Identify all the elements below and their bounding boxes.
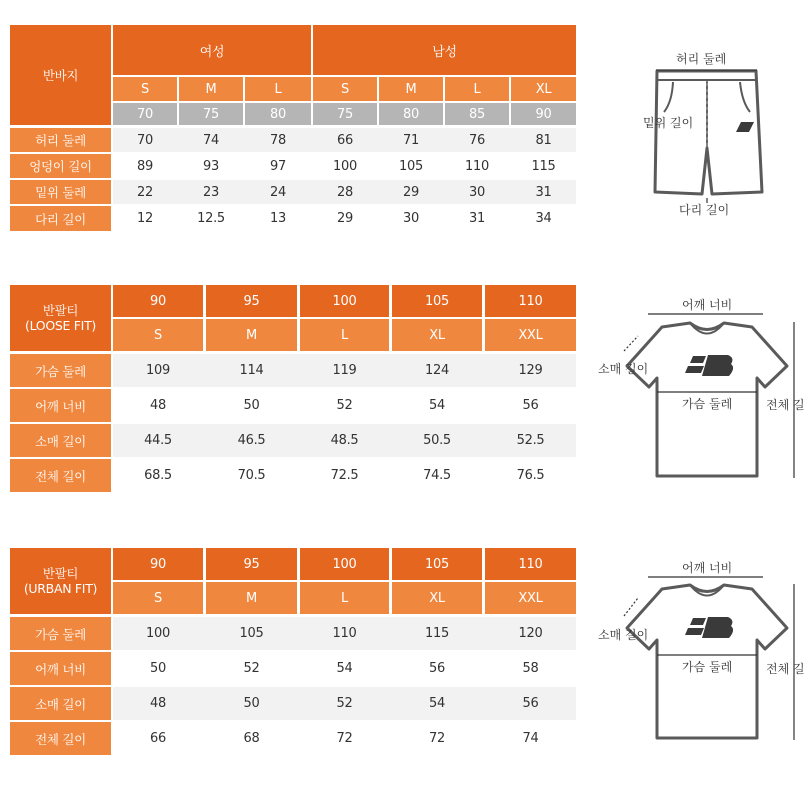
size-label: XXL bbox=[485, 582, 576, 614]
waist-code: 90 bbox=[511, 103, 576, 125]
women-group-header: 여성 bbox=[113, 25, 311, 75]
size-label: S bbox=[313, 77, 377, 101]
table-cell: 54 bbox=[336, 661, 353, 676]
table-cell: 12.5 bbox=[197, 211, 225, 226]
diagram-label-shoulder: 어깨 너비 bbox=[682, 561, 733, 575]
table-cell: 50.5 bbox=[423, 433, 451, 448]
row-label-shoulder: 어깨 너비 bbox=[10, 389, 111, 422]
table-cell: 100 bbox=[146, 626, 170, 641]
table-cell: 66 bbox=[150, 731, 166, 746]
waist-code: 75 bbox=[313, 103, 377, 125]
table-cell: 110 bbox=[332, 626, 357, 641]
table-cell: 93 bbox=[203, 158, 219, 174]
diagram-label-waist: 허리 둘레 bbox=[676, 52, 727, 66]
size-label: M bbox=[379, 77, 443, 101]
size-label: M bbox=[206, 319, 297, 351]
diagram-label-leg: 다리 길이 bbox=[679, 203, 730, 217]
size-label: S bbox=[113, 319, 203, 351]
table-cell: 29 bbox=[403, 184, 419, 200]
table-cell: 31 bbox=[469, 211, 485, 226]
table-cell: 100 bbox=[333, 158, 357, 174]
row-label-leg: 다리 길이 bbox=[10, 206, 111, 231]
table-cell: 23 bbox=[203, 184, 219, 200]
size-label: L bbox=[300, 582, 389, 614]
table-cell: 74.5 bbox=[423, 468, 451, 483]
row-label-chest: 가슴 둘레 bbox=[10, 354, 111, 387]
size-code: 110 bbox=[485, 285, 576, 317]
row-label-hip: 엉덩이 길이 bbox=[10, 154, 111, 178]
table-cell: 52.5 bbox=[516, 433, 545, 448]
table-cell: 48.5 bbox=[330, 433, 359, 448]
table-cell: 89 bbox=[137, 158, 153, 174]
table-cell: 105 bbox=[239, 626, 264, 641]
table-cell: 31 bbox=[535, 184, 552, 200]
brand-logo bbox=[685, 617, 733, 638]
row-label-length: 전체 길이 bbox=[10, 459, 111, 492]
diagram-label-chest: 가슴 둘레 bbox=[682, 660, 733, 674]
size-label: XL bbox=[511, 77, 576, 101]
table-cell: 29 bbox=[337, 211, 353, 226]
size-code: 90 bbox=[113, 285, 203, 317]
table-cell: 70.5 bbox=[237, 468, 266, 483]
diagram-label-sleeve: 소매 길이 bbox=[598, 628, 649, 642]
table-cell: 46.5 bbox=[237, 433, 266, 448]
table-cell: 30 bbox=[469, 184, 485, 200]
table-cell: 124 bbox=[425, 363, 449, 378]
size-label: S bbox=[113, 77, 177, 101]
table-cell: 115 bbox=[425, 626, 449, 641]
table-cell: 74 bbox=[203, 132, 219, 148]
size-code: 90 bbox=[113, 548, 203, 580]
size-label: XXL bbox=[485, 319, 576, 351]
diagram-label-chest: 가슴 둘레 bbox=[682, 397, 733, 411]
size-label: L bbox=[300, 319, 389, 351]
table-cell: 50 bbox=[243, 398, 260, 413]
size-label: M bbox=[206, 582, 297, 614]
table-cell: 50 bbox=[150, 661, 166, 676]
shorts-table-title: 반바지 bbox=[10, 25, 111, 125]
table-cell: 24 bbox=[270, 184, 286, 200]
table-cell: 119 bbox=[332, 363, 357, 378]
table-cell: 97 bbox=[270, 158, 286, 174]
waist-code: 85 bbox=[445, 103, 509, 125]
table-cell: 48 bbox=[150, 696, 166, 711]
urban-table-title: 반팔티 (URBAN FIT) bbox=[10, 548, 111, 614]
size-code: 100 bbox=[300, 548, 389, 580]
table-cell: 109 bbox=[146, 363, 170, 378]
table-cell: 120 bbox=[518, 626, 543, 641]
table-cell: 68 bbox=[243, 731, 260, 746]
table-cell: 56 bbox=[522, 398, 539, 413]
table-cell: 76.5 bbox=[516, 468, 545, 483]
table-cell: 52 bbox=[336, 398, 353, 413]
table-cell: 71 bbox=[403, 132, 419, 148]
table-cell: 58 bbox=[522, 661, 539, 676]
table-cell: 66 bbox=[337, 132, 353, 148]
row-label-chest: 가슴 둘레 bbox=[10, 617, 111, 650]
waist-code: 75 bbox=[179, 103, 243, 125]
table-cell: 56 bbox=[429, 661, 445, 676]
diagram-label-rise: 밑위 길이 bbox=[643, 116, 694, 130]
table-cell: 70 bbox=[137, 132, 153, 148]
table-cell: 76 bbox=[469, 132, 485, 148]
diagram-label-shoulder: 어깨 너비 bbox=[682, 298, 733, 312]
waist-code: 80 bbox=[245, 103, 311, 125]
table-cell: 52 bbox=[243, 661, 260, 676]
diagram-label-total: 전체 길 bbox=[766, 398, 805, 412]
row-label-waist: 허리 둘레 bbox=[10, 128, 111, 152]
size-label: XL bbox=[392, 582, 482, 614]
diagram-label-total: 전체 길 bbox=[766, 662, 805, 676]
table-cell: 44.5 bbox=[144, 433, 172, 448]
waist-code: 80 bbox=[379, 103, 443, 125]
table-cell: 50 bbox=[243, 696, 260, 711]
waist-code: 70 bbox=[113, 103, 177, 125]
table-cell: 22 bbox=[137, 184, 153, 200]
size-code: 95 bbox=[206, 285, 297, 317]
row-label-rise: 밑위 둘레 bbox=[10, 180, 111, 204]
size-code: 100 bbox=[300, 285, 389, 317]
size-label: S bbox=[113, 582, 203, 614]
table-cell: 129 bbox=[518, 363, 543, 378]
table-cell: 110 bbox=[465, 158, 489, 174]
table-cell: 114 bbox=[239, 363, 264, 378]
size-code: 110 bbox=[485, 548, 576, 580]
table-cell: 78 bbox=[270, 132, 286, 148]
loose-table-title: 반팔티 (LOOSE FIT) bbox=[10, 285, 111, 351]
size-label: M bbox=[179, 77, 243, 101]
table-cell: 34 bbox=[535, 211, 552, 226]
row-label-shoulder: 어깨 너비 bbox=[10, 652, 111, 685]
table-cell: 105 bbox=[399, 158, 423, 174]
size-code: 95 bbox=[206, 548, 297, 580]
table-cell: 12 bbox=[137, 211, 153, 226]
table-cell: 54 bbox=[429, 696, 445, 711]
size-code: 105 bbox=[392, 548, 482, 580]
row-label-sleeve: 소매 길이 bbox=[10, 424, 111, 457]
table-cell: 115 bbox=[531, 158, 556, 174]
table-cell: 48 bbox=[150, 398, 166, 413]
table-cell: 68.5 bbox=[144, 468, 172, 483]
size-label: L bbox=[245, 77, 311, 101]
size-code: 105 bbox=[392, 285, 482, 317]
men-group-header: 남성 bbox=[313, 25, 576, 75]
table-cell: 81 bbox=[535, 132, 552, 148]
size-label: L bbox=[445, 77, 509, 101]
table-cell: 72 bbox=[336, 731, 353, 746]
table-cell: 13 bbox=[270, 211, 286, 226]
row-label-sleeve: 소매 길이 bbox=[10, 687, 111, 720]
size-label: XL bbox=[392, 319, 482, 351]
table-cell: 72 bbox=[429, 731, 445, 746]
table-cell: 72.5 bbox=[330, 468, 359, 483]
table-cell: 30 bbox=[403, 211, 419, 226]
table-cell: 52 bbox=[336, 696, 353, 711]
row-label-length: 전체 길이 bbox=[10, 722, 111, 755]
table-cell: 74 bbox=[522, 731, 539, 746]
table-cell: 54 bbox=[429, 398, 445, 413]
diagram-label-sleeve: 소매 길이 bbox=[598, 362, 649, 376]
table-cell: 56 bbox=[522, 696, 539, 711]
table-cell: 28 bbox=[337, 184, 353, 200]
